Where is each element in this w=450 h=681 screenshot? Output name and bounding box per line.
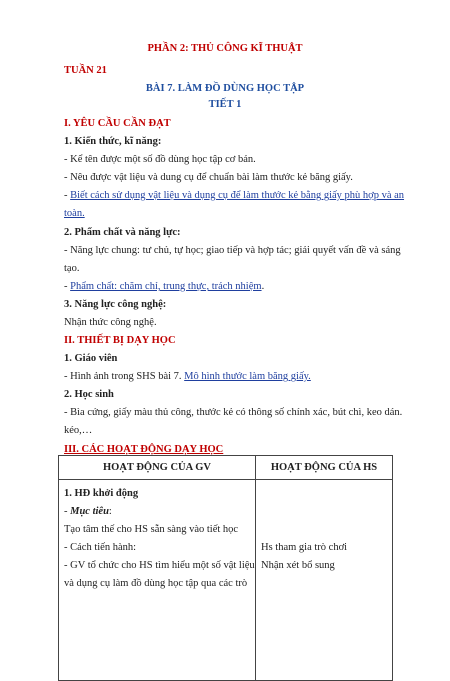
hs-line-2: Nhận xét bổ sung <box>261 560 335 571</box>
student-line-b: kéo,… <box>64 425 93 436</box>
period-mark: . <box>261 281 265 292</box>
skills-link-b[interactable]: toàn. <box>64 208 85 219</box>
warmup-heading: 1. HĐ khởi động <box>64 488 139 499</box>
colon: : <box>108 506 112 517</box>
skills-link-a[interactable]: Biết cách sử dụng vật liệu và dụng cụ để làm thước kẻ bằng giấy phù hợp và an <box>70 190 405 201</box>
goal-label: Mục tiêu <box>70 506 109 517</box>
goal-text: Tạo tâm thế cho HS sẵn sàng vào tiết học <box>64 524 239 535</box>
model-link[interactable]: Mô hình thước làm băng giấy. <box>184 371 311 382</box>
week-label: TUẦN 21 <box>64 65 107 76</box>
activities-table <box>58 455 393 681</box>
section-1-title: I. YÊU CẦU CẦN ĐẠT <box>64 118 171 129</box>
section-1-link-line-2 <box>64 207 85 221</box>
dash: - <box>64 506 71 517</box>
student-line-a: - Bìa cứng, giấy màu thủ công, thước kẻ có thông số chính xác, bút chì, keo dán. <box>64 407 403 418</box>
teacher-heading: 1. Giáo viên <box>64 353 118 364</box>
section-1-sub-2: 2. Phẩm chất và năng lực: <box>64 227 181 238</box>
goal-line <box>64 505 112 519</box>
lesson-title: BÀI 7. LÀM ĐỒ DÙNG HỌC TẬP <box>145 83 305 94</box>
quality-line <box>64 280 264 294</box>
competence-line-b: tạo. <box>64 263 80 274</box>
section-3-title: III. CÁC HOẠT ĐỘNG DẠY HỌC <box>64 444 224 455</box>
period-label: TIẾT 1 <box>208 99 242 110</box>
student-heading: 2. Học sinh <box>64 389 114 400</box>
table-row <box>59 480 393 681</box>
dash: - <box>64 281 71 292</box>
teacher-line <box>64 370 311 384</box>
section-1-link-line <box>64 189 404 203</box>
section-2-title: II. THIẾT BỊ DẠY HỌC <box>64 335 176 346</box>
step-line-b: và dụng cụ làm đồ dùng học tập qua các trò <box>64 578 248 589</box>
section-1-line-2: - Nêu được vật liệu và dung cụ để chuẩn bài làm thước kẻ băng giấy. <box>64 172 353 183</box>
quality-link[interactable]: Phẩm chất: chăm chỉ, trung thực, trách nhiệm <box>70 281 262 292</box>
hs-line-1: Hs tham gia trò chơi <box>261 542 348 553</box>
table-header-row <box>59 456 393 480</box>
section-1-line-1: - Kể tên được một số đồ dùng học tập cơ bản. <box>64 154 256 165</box>
col-student-header: HOẠT ĐỘNG CỦA HS <box>256 456 393 480</box>
section-1-sub-3: 3. Năng lực công nghệ: <box>64 299 167 310</box>
dash: - <box>64 190 71 201</box>
col-teacher-header: HOẠT ĐỘNG CỦA GV <box>59 456 256 480</box>
method-line: - Cách tiến hành: <box>64 542 137 553</box>
student-cell <box>256 480 393 681</box>
competence-line-a: - Năng lực chung: tư chủ, tự học; giao tiếp và hợp tác; giải quyết vấn đề và sáng <box>64 245 401 256</box>
section-1-sub-1: 1. Kiến thức, kĩ năng: <box>64 136 162 147</box>
part-title: PHẦN 2: THỦ CÔNG KĨ THUẬT <box>147 43 303 54</box>
teacher-cell <box>59 480 256 681</box>
step-line-a: - GV tổ chức cho HS tìm hiểu một số vật liệu <box>64 560 255 571</box>
tech-competence-line: Nhận thức công nghệ. <box>64 317 157 328</box>
teacher-text: - Hình ảnh trong SHS bài 7. <box>64 371 185 382</box>
